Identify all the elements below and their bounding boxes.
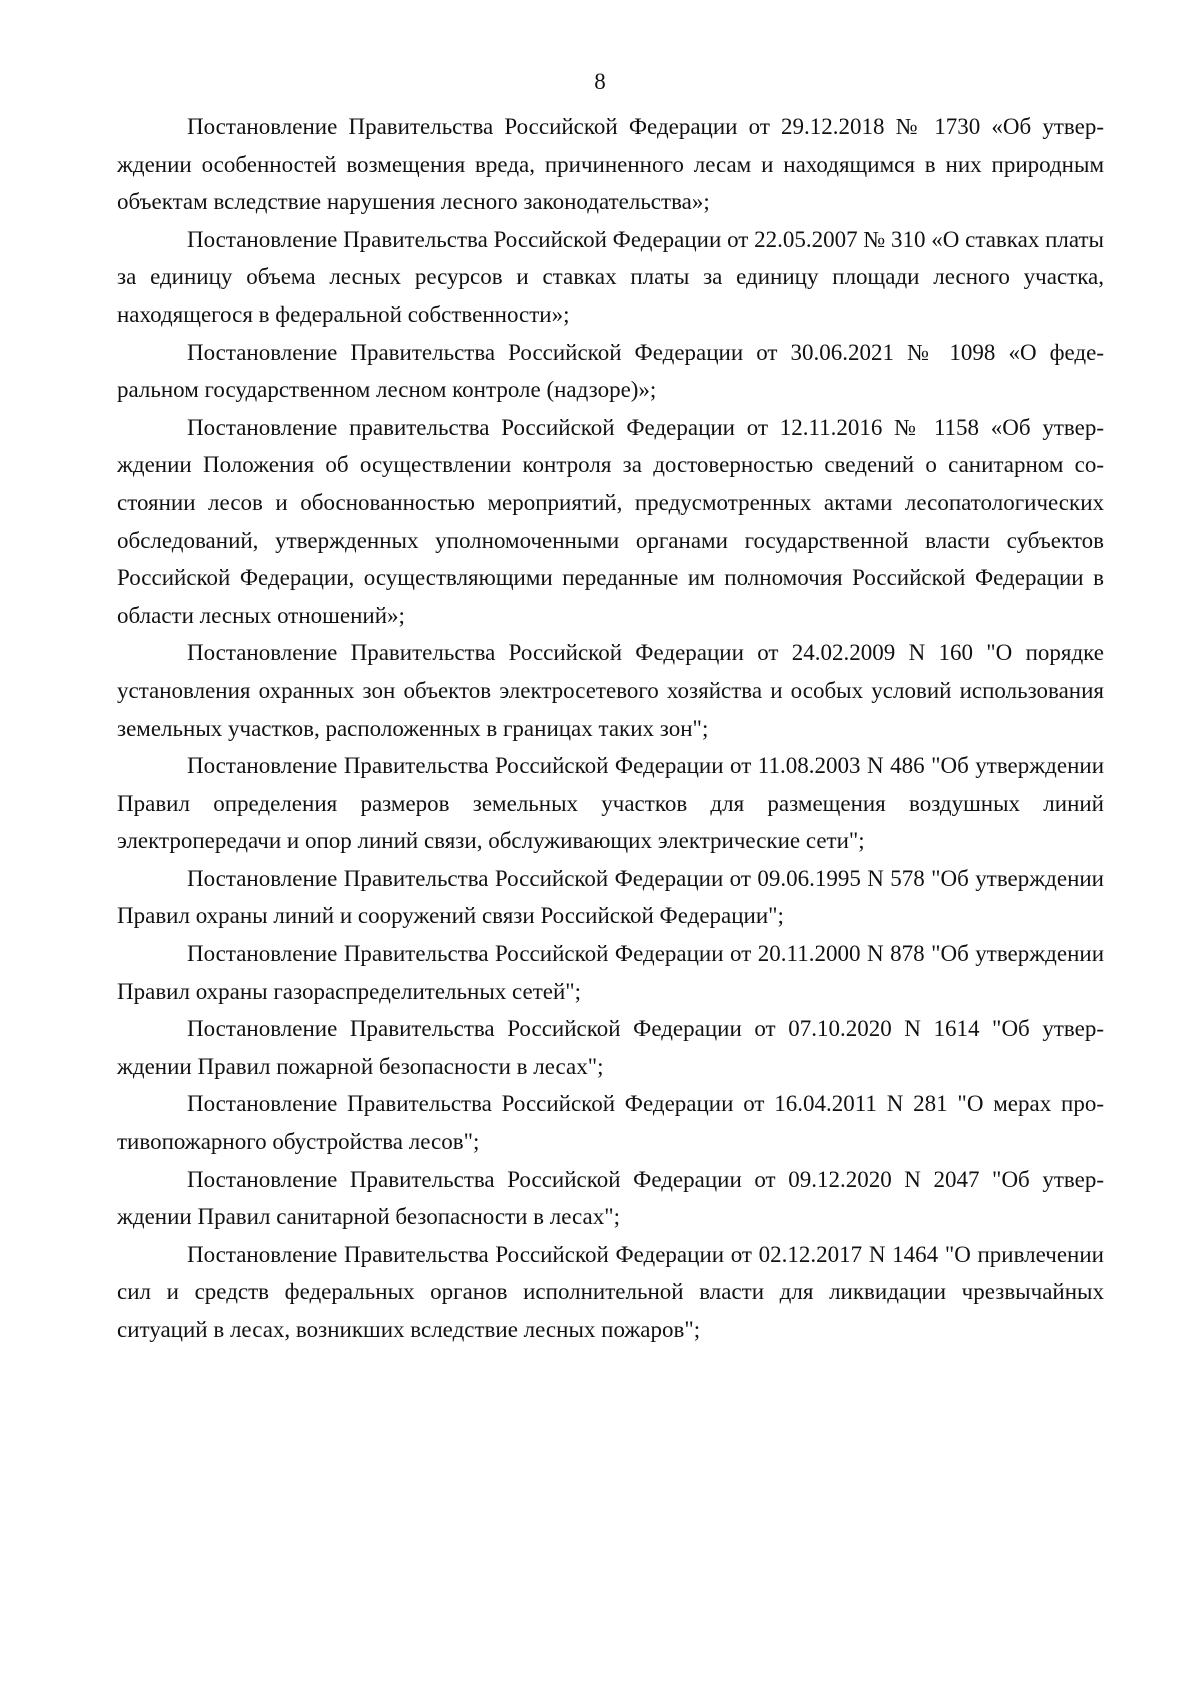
paragraph-resolution-160: Постановление Правительства Российской Федерации от 24.02.2009 N 160 "О порядке установления охранных зон объектов электросетевого хозяйства и особых условий использования земельных участков, расположенных в границах таких зон"; <box>117 640 1104 741</box>
paragraph-resolution-578: Постановление Правительства Российской Федерации от 09.06.1995 N 578 "Об утверждении Правил охраны линий и сооружений связи Российской Федерации"; <box>117 865 1104 929</box>
paragraph-resolution-486: Постановление Правительства Российской Федерации от 11.08.2003 N 486 "Об утверждении Правил определения размеров земельных участков для размещения воздушных линий электропередачи и опор линий связи, обслуживающих электрические сети"; <box>117 753 1104 854</box>
page-number: 8 <box>594 69 606 94</box>
paragraph-resolution-310: Постановление Правительства Российской Федерации от 22.05.2007 № 310 «О ставках платы за единицу объема лесных ресурсов и ставках платы за единицу площади лесного участка, находящегося в федеральной собственности»; <box>117 226 1104 327</box>
paragraph-resolution-1614: Постановление Правительства Российской Федерации от 07.10.2020 N 1614 "Об утверждении Правил пожарной безопасности в лесах"; <box>117 1016 1104 1079</box>
paragraph-resolution-1464: Постановление Правительства Российской Федерации от 02.12.2017 N 1464 "О привлечении сил и средств федеральных органов исполнительной власти для ликвидации чрезвычайных ситуаций в лесах, возникших вследствие лесных пожаров"; <box>117 1241 1104 1342</box>
paragraph-resolution-878: Постановление Правительства Российской Федерации от 20.11.2000 N 878 "Об утверждении Правил охраны газораспределительных сетей"; <box>117 941 1104 1004</box>
paragraph-resolution-1158: Постановление правительства Российской Федерации от 12.11.2016 № 1158 «Об утверждении Положения об осуществлении контроля за достоверностью сведений о санитарном состоянии лесов и обоснованностью мероприятий, предусмотренных актами лесопатологических обследований, утвержденных уполномоченными органами государственной власти субъектов Российской Федерации, осуществляющими переданные им полномочия Российской Федерации в области лесных отношений»; <box>117 414 1104 628</box>
paragraph-resolution-1098: Постановление Правительства Российской Федерации от 30.06.2021 № 1098 «О федеральном государственном лесном контроле (надзоре)»; <box>117 339 1104 403</box>
paragraph-resolution-2047: Постановление Правительства Российской Федерации от 09.12.2020 N 2047 "Об утверждении Правил санитарной безопасности в лесах"; <box>117 1166 1104 1230</box>
document-body <box>117 108 1104 1349</box>
paragraph-resolution-1730: Постановление Правительства Российской Федерации от 29.12.2018 № 1730 «Об утверждении особенностей возмещения вреда, причиненного лесам и находящимся в них природным объектам вследствие нарушения лесного законодательства»; <box>117 114 1104 215</box>
paragraph-resolution-281: Постановление Правительства Российской Федерации от 16.04.2011 N 281 "О мерах противопожарного обустройства лесов"; <box>117 1091 1104 1155</box>
